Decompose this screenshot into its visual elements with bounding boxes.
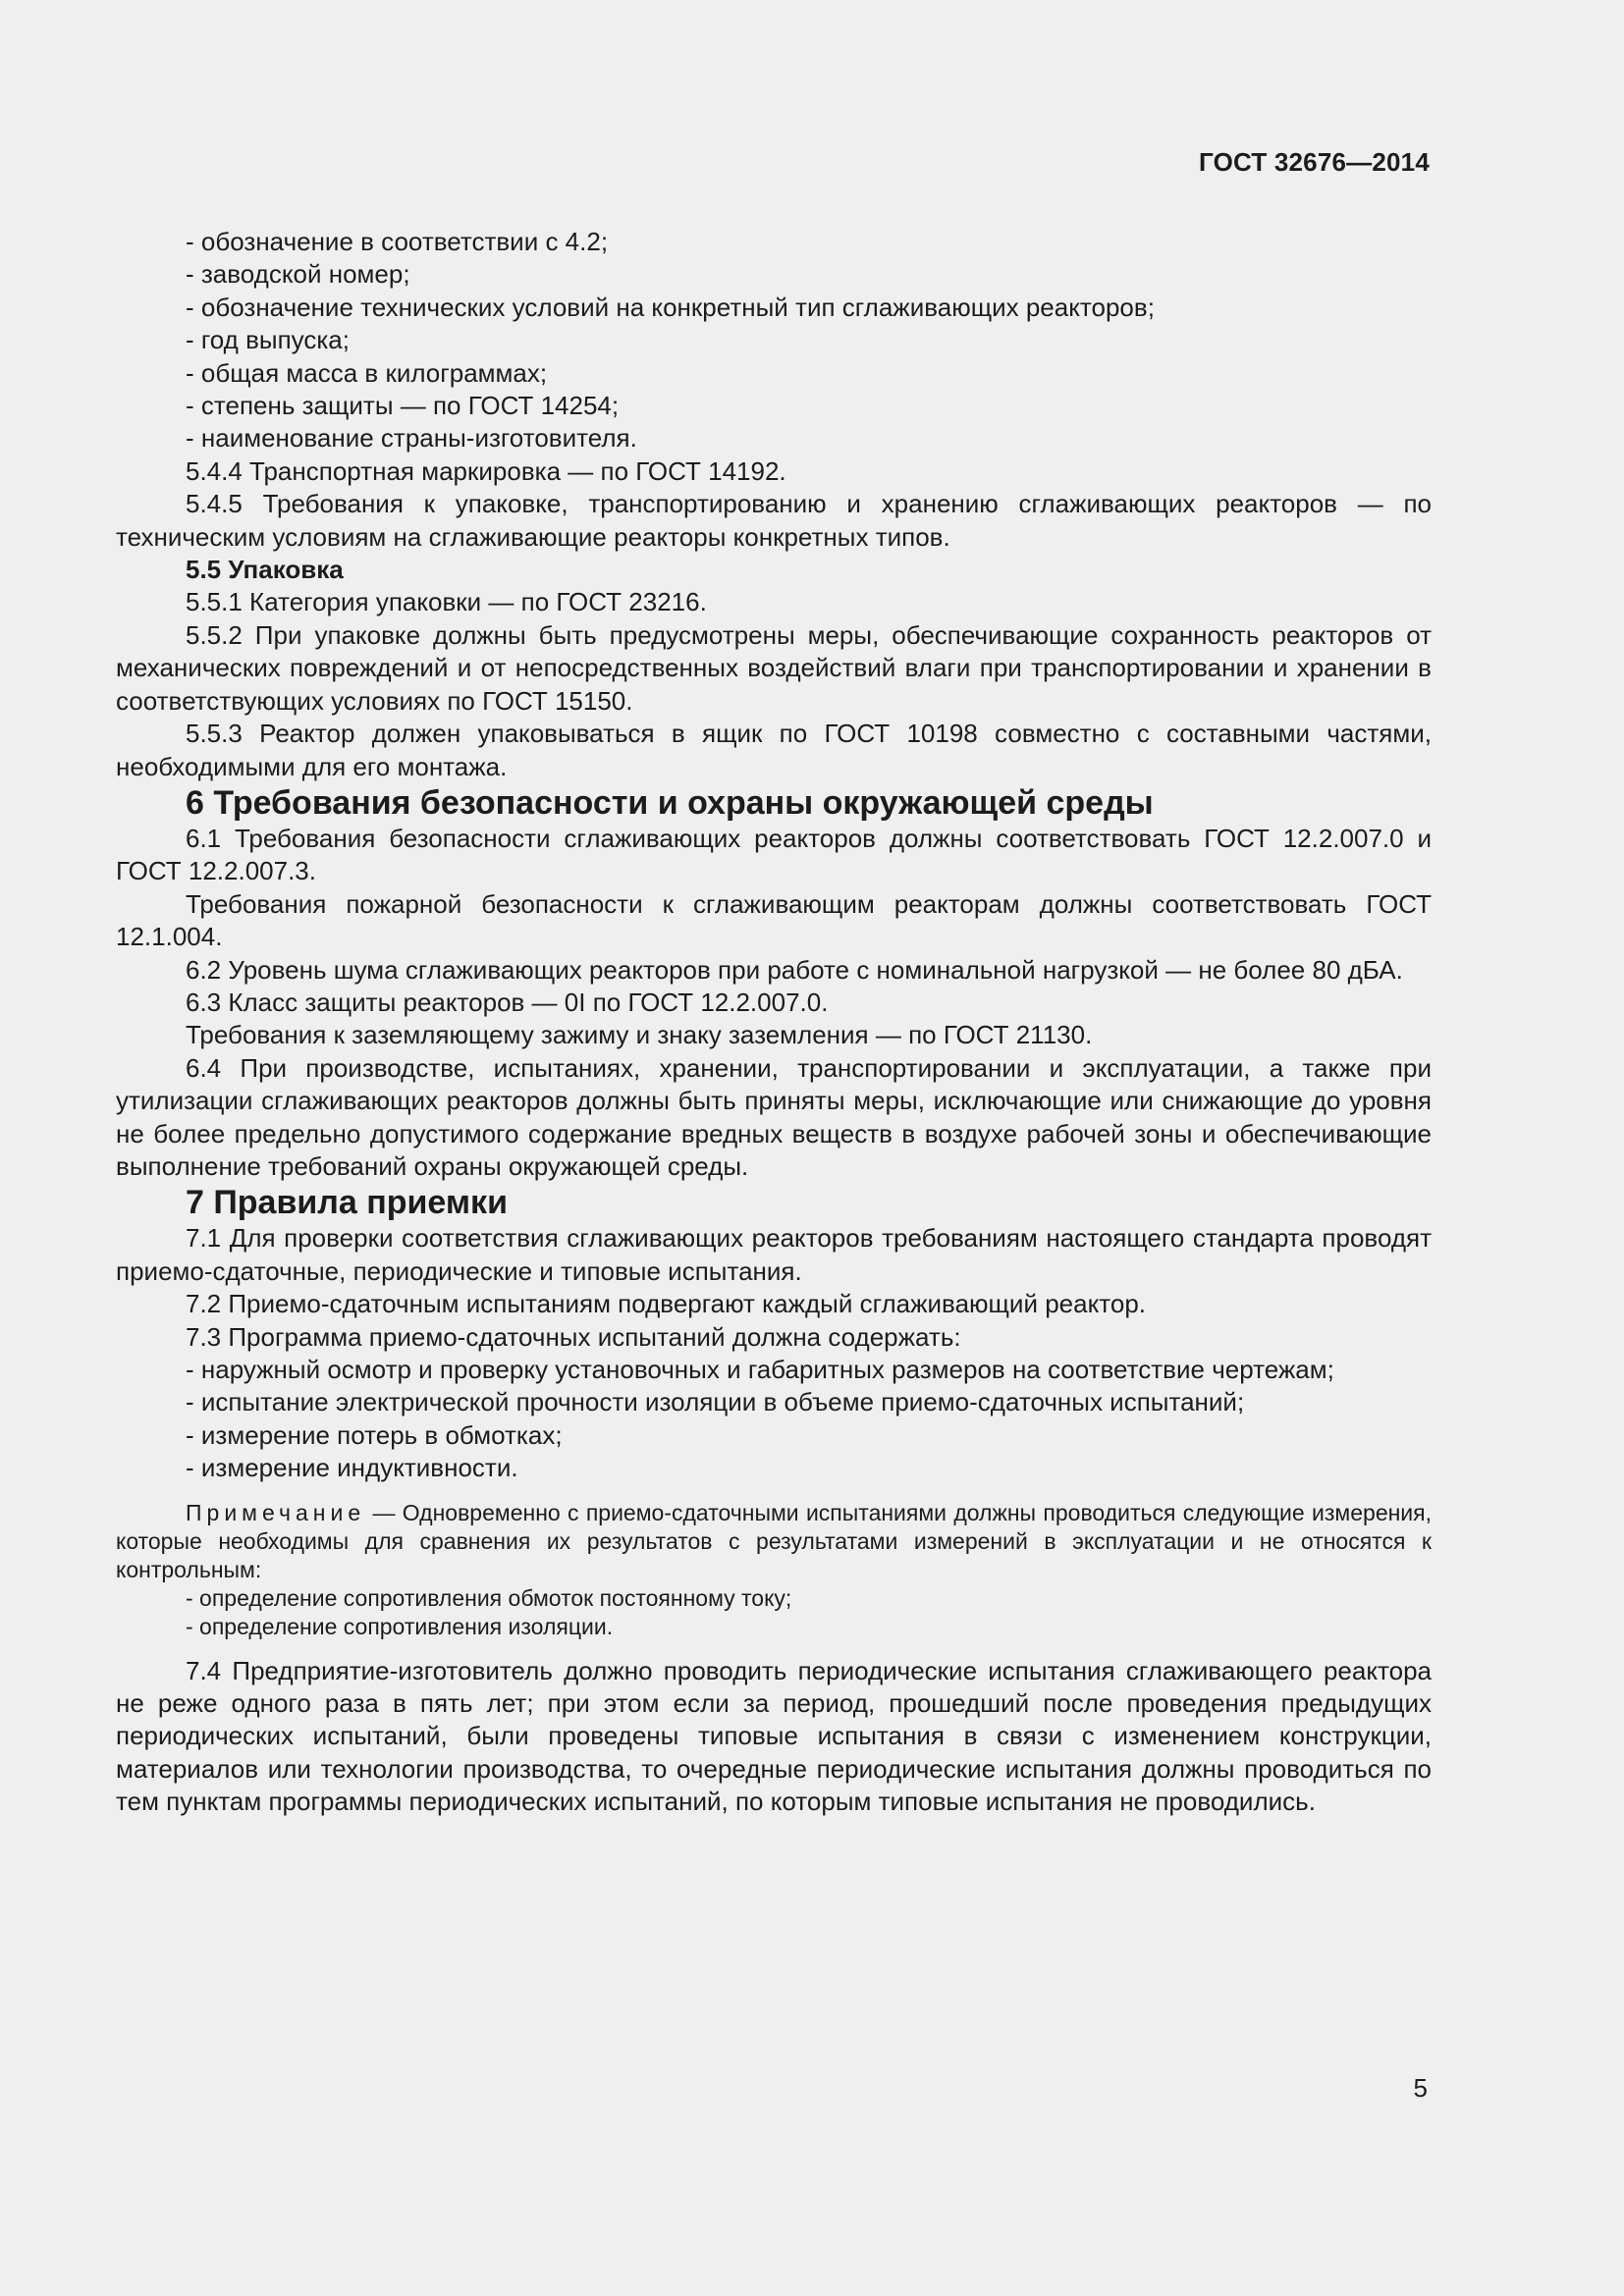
list-item: - измерение индуктивности. — [186, 1453, 518, 1483]
note-text: — Одновременно с приемо-сдаточными испытаниями должны проводиться следующие измерения, которые необходимы для сравнения их результатов с результатами измерений в эксплуатации и не относятся к контрольным: — [116, 1499, 1432, 1582]
clause-7-4: 7.4 Предприятие-изготовитель должно проводить периодические испытания сглаживающего реактора не реже одного раза в пять лет; при этом если за период, прошедший после проведения предыдущих периодических испытаний, были проведены типовые испытания в связи с изменением конструкции, материалов или технологии производства, то очередные периодические испытания должны проводиться по тем пунктам программы периодических испытаний, по которым типовые испытания не проводились. — [116, 1655, 1432, 1817]
section-heading-5-5: 5.5 Упаковка — [186, 555, 344, 585]
note-paragraph — [116, 1499, 1432, 1584]
clause-6-3: 6.3 Класс защиты реакторов — 0I по ГОСТ 12.2.007.0. — [186, 987, 829, 1017]
clause-7-1: 7.1 Для проверки соответствия сглаживающих реакторов требованиям настоящего стандарта проводят приемо-сдаточные, периодические и типовые испытания. — [116, 1223, 1432, 1286]
clause-5-4-5: 5.4.5 Требования к упаковке, транспортированию и хранению сглаживающих реакторов — по техническим условиям на сглаживающие реакторы конкретных типов. — [116, 489, 1432, 552]
note-block — [116, 1499, 1432, 1641]
note-list-item: - определение сопротивления обмоток постоянному току; — [186, 1584, 792, 1611]
section-heading-6: 6 Требования безопасности и охраны окружающей среды — [186, 783, 1154, 822]
clause-6-2: 6.2 Уровень шума сглаживающих реакторов при работе с номинальной нагрузкой — не более 80 дБА. — [186, 954, 1403, 985]
clause-6-4: 6.4 При производстве, испытаниях, хранении, транспортировании и эксплуатации, а также при утилизации сглаживающих реакторов должны быть приняты меры, исключающие или снижающие до уровня не более предельно допустимого содержание вредных веществ в воздухе рабочей зоны и обеспечивающие выполнение требований охраны окружающей среды. — [116, 1052, 1432, 1181]
list-item: - общая масса в килограммах; — [186, 357, 548, 388]
list-item: - испытание электрической прочности изоляции в объеме приемо-сдаточных испытаний; — [186, 1387, 1245, 1417]
list-item: - измерение потерь в обмотках; — [186, 1419, 563, 1450]
clause-6-1: 6.1 Требования безопасности сглаживающих реакторов должны соответствовать ГОСТ 12.2.007.0 и ГОСТ 12.2.007.3. — [116, 823, 1432, 886]
clause-7-2: 7.2 Приемо-сдаточным испытаниям подвергают каждый сглаживающий реактор. — [186, 1289, 1146, 1319]
clause-5-5-2: 5.5.2 При упаковке должны быть предусмотрены меры, обеспечивающие сохранность реакторов от механических повреждений и от непосредственных воздействий влаги при транспортировании и хранении в соответствующих условиях по ГОСТ 15150. — [116, 619, 1432, 716]
list-item: - год выпуска; — [186, 325, 350, 355]
list-item: - заводской номер; — [186, 259, 410, 290]
page-number: 5 — [1413, 2073, 1428, 2103]
note-list-item: - определение сопротивления изоляции. — [186, 1613, 614, 1639]
clause-5-5-3: 5.5.3 Реактор должен упаковываться в ящик по ГОСТ 10198 совместно с составными частями, необходимыми для его монтажа. — [116, 719, 1432, 781]
list-item: - обозначение технических условий на конкретный тип сглаживающих реакторов; — [186, 292, 1155, 322]
clause-6-3-grounding: Требования к заземляющему зажиму и знаку заземления — по ГОСТ 21130. — [186, 1020, 1093, 1050]
clause-5-4-4: 5.4.4 Транспортная маркировка — по ГОСТ 14192. — [186, 455, 786, 486]
clause-5-5-1: 5.5.1 Категория упаковки — по ГОСТ 23216. — [186, 587, 707, 617]
clause-6-1-fire: Требования пожарной безопасности к сглаживающим реакторам должны соответствовать ГОСТ 12.1.004. — [116, 888, 1432, 952]
page-body — [116, 226, 1432, 1819]
clause-7-3: 7.3 Программа приемо-сдаточных испытаний должна содержать: — [186, 1321, 961, 1352]
note-label: Примечание — [186, 1499, 366, 1525]
document-designation: ГОСТ 32676—2014 — [1199, 147, 1430, 177]
list-item: - степень защиты — по ГОСТ 14254; — [186, 391, 620, 421]
list-item: - обозначение в соответствии с 4.2; — [186, 227, 609, 256]
list-item: - наименование страны-изготовителя. — [186, 423, 637, 454]
list-item: - наружный осмотр и проверку установочных и габаритных размеров на соответствие чертежам; — [186, 1355, 1334, 1384]
section-heading-7: 7 Правила приемки — [186, 1184, 508, 1222]
